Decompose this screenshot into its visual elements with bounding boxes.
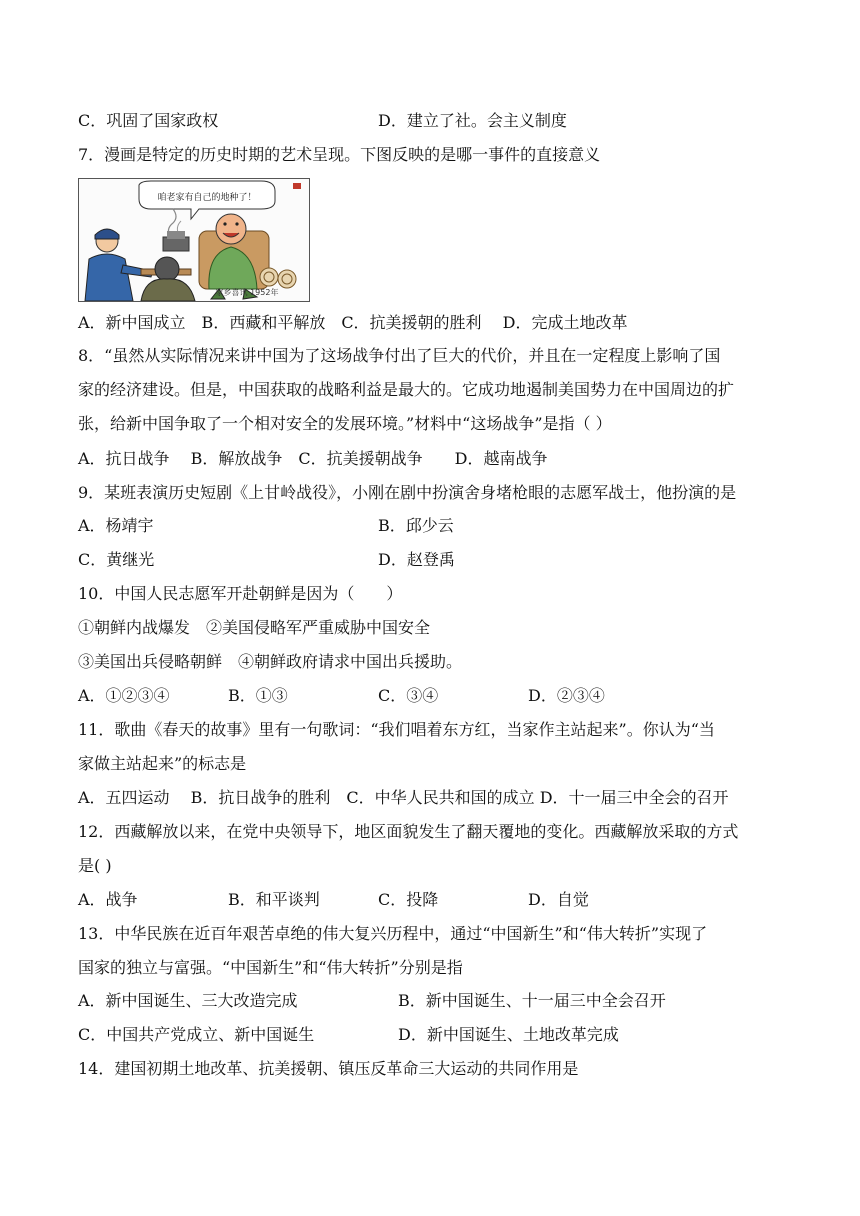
q10-option-b: B．①③ bbox=[228, 686, 288, 705]
q7-cartoon-speech: 咱老家有自己的地种了！ bbox=[157, 193, 257, 203]
q9-option-c: C．黄继光 bbox=[78, 550, 155, 569]
q13-option-b: B．新中国诞生、十一届三中全会召开 bbox=[398, 991, 666, 1010]
q10-option-a: A．①②③④ bbox=[78, 686, 170, 705]
q9-option-a: A．杨靖宇 bbox=[78, 516, 154, 535]
q6-option-c: C．巩固了国家政权 bbox=[78, 111, 219, 130]
q8-stem-line3: 张，给新中国争取了一个相对安全的发展环境。”材料中“这场战争”是指（ ） bbox=[78, 414, 612, 433]
q12-option-a: A．战争 bbox=[78, 890, 138, 909]
q10-item-row1: ①朝鲜内战爆发 ②美国侵略军严重威胁中国安全 bbox=[78, 618, 431, 637]
q12-option-b: B．和平谈判 bbox=[228, 890, 320, 909]
q9-stem: 9．某班表演历史短剧《上甘岭战役》，小刚在剧中扮演舍身堵枪眼的志愿军战士，他扮演的是 bbox=[78, 483, 737, 502]
q13-stem-line1: 13．中华民族在近百年艰苦卓绝的伟大复兴历程中，通过“中国新生”和“伟大转折”实现了 bbox=[78, 924, 708, 943]
q10-option-d: D．②③④ bbox=[528, 686, 605, 705]
q7-cartoon-image bbox=[78, 178, 310, 302]
q14-stem: 14．建国初期土地改革、抗美援朝、镇压反革命三大运动的共同作用是 bbox=[78, 1059, 579, 1078]
q6-option-d: D．建立了社。会主义制度 bbox=[378, 111, 567, 130]
q12-option-c: C．投降 bbox=[378, 890, 439, 909]
q8-stem-line1: 8．“虽然从实际情况来讲中国为了这场战争付出了巨大的代价，并且在一定程度上影响了国 bbox=[78, 346, 721, 365]
q9-option-d: D．赵登禹 bbox=[378, 550, 455, 569]
q10-option-c: C．③④ bbox=[378, 686, 439, 705]
q8-options: A．抗日战争 B．解放战争 C．抗美援朝战争 D．越南战争 bbox=[78, 449, 548, 468]
q13-stem-line2: 国家的独立与富强。“中国新生”和“伟大转折”分别是指 bbox=[78, 958, 463, 977]
q12-option-d: D．自觉 bbox=[528, 890, 589, 909]
q7-options: A．新中国成立 B．西藏和平解放 C．抗美援朝的胜利 D．完成土地改革 bbox=[78, 313, 628, 332]
q7-stem: 7．漫画是特定的历史时期的艺术呈现。下图反映的是哪一事件的直接意义 bbox=[78, 145, 601, 164]
q11-stem-line1: 11．歌曲《春天的故事》里有一句歌词：“我们唱着东方红，当家作主站起来”。你认为“当 bbox=[78, 720, 715, 739]
q10-item-row2: ③美国出兵侵略朝鲜 ④朝鲜政府请求中国出兵援助。 bbox=[78, 652, 463, 671]
q13-option-d: D．新中国诞生、土地改革完成 bbox=[398, 1025, 619, 1044]
q13-option-a: A．新中国诞生、三大改造完成 bbox=[78, 991, 298, 1010]
q11-options: A．五四运动 B．抗日战争的胜利 C．中华人民共和国的成立 D．十一届三中全会的召开 bbox=[78, 788, 729, 807]
q12-stem-line2: 是( ) bbox=[78, 856, 112, 875]
q13-option-c: C．中国共产党成立、新中国诞生 bbox=[78, 1025, 315, 1044]
q7-cartoon-caption: 家乡喜讯 1952年 bbox=[215, 288, 279, 297]
q10-stem: 10．中国人民志愿军开赴朝鲜是因为（ ） bbox=[78, 584, 403, 603]
q8-stem-line2: 家的经济建设。但是，中国获取的战略利益是最大的。它成功地遏制美国势力在中国周边的扩 bbox=[78, 380, 735, 399]
q9-option-b: B．邱少云 bbox=[378, 516, 454, 535]
q12-stem-line1: 12．西藏解放以来，在党中央领导下，地区面貌发生了翻天覆地的变化。西藏解放采取的方式 bbox=[78, 822, 739, 841]
q11-stem-line2: 家做主站起来”的标志是 bbox=[78, 754, 247, 773]
